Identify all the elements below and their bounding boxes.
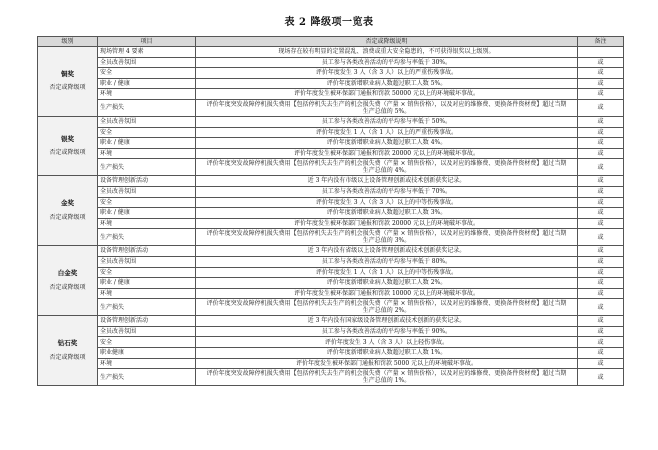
description-cell: 评价年度发生 3 人（含 3 人）以上的严重伤残事故。 [196, 68, 578, 79]
note-cell: 或 [578, 138, 624, 149]
item-cell: 安全 [98, 127, 196, 138]
note-cell: 或 [578, 159, 624, 176]
level-cell [38, 116, 98, 175]
item-cell: 全员改善氛围 [98, 116, 196, 127]
description-cell: 近 3 年内没有国家级设备管理创新或技术创新的获奖记录。 [196, 316, 578, 327]
note-cell: 或 [578, 348, 624, 359]
level-subtitle: 否定或降级项 [49, 353, 86, 361]
table-row [38, 159, 624, 176]
description-cell: 评价年度突发故障停机损失费用【包括停机失去生产的机会损失费（产量 × 销售价格），以及对应的维修费、更换备件资材费】超过当期生产总值的 2%。 [196, 299, 578, 316]
header-item: 项目 [98, 37, 196, 47]
item-cell: 全员改善氛围 [98, 57, 196, 68]
note-cell: 或 [578, 68, 624, 79]
description-cell: 现场存在较有明显的定置混乱、浪费或重大安全隐患的，不可获得银奖以上级别。 [196, 47, 578, 58]
description-cell: 评价年度突发故障停机损失费用【包括停机失去生产的机会损失费（产量 × 销售价格），以及对应的维修费、更换备件资材费】超过当期生产总值的 1%。 [196, 369, 578, 386]
table-row [38, 89, 624, 100]
note-cell: 或 [578, 326, 624, 337]
note-cell: 或 [578, 127, 624, 138]
description-cell: 评价年度新增职业病人数超过职工人数 2%。 [196, 278, 578, 289]
description-cell: 评价年度发生被环保部门通报和罚款 20000 元以上的环境破坏事故。 [196, 148, 578, 159]
table-row [38, 47, 624, 58]
table-row [38, 358, 624, 369]
item-cell: 设备管理创新活动 [98, 176, 196, 187]
table-row [38, 326, 624, 337]
item-cell: 职业健康 [98, 348, 196, 359]
note-cell: 或 [578, 278, 624, 289]
table-row [38, 127, 624, 138]
description-cell: 评价年度突发故障停机损失费用【包括停机失去生产的机会损失费（产量 × 销售价格），以及对应的维修费、更换备件资材费】超过当期生产总值的 4%。 [196, 159, 578, 176]
table-row [38, 267, 624, 278]
note-cell: 或 [578, 89, 624, 100]
description-cell: 评价年度发生 1 人（含 1 人）以上的严重伤残事故。 [196, 127, 578, 138]
item-cell: 全员改善氛围 [98, 256, 196, 267]
item-cell: 全员改善氛围 [98, 326, 196, 337]
header-note: 备注 [578, 37, 624, 47]
item-cell: 安全 [98, 68, 196, 79]
note-cell: 或 [578, 369, 624, 386]
level-name: 白金奖 [57, 269, 78, 278]
description-cell: 评价年度新增职业病人数超过职工人数 3%。 [196, 208, 578, 219]
description-cell: 评价年度发生被环保部门通报和罚款 5000 元以上的环境破坏事故。 [196, 358, 578, 369]
description-cell: 近 3 年内没有市级以上设备管理创新或技术创新获奖记录。 [196, 176, 578, 187]
item-cell: 职业 / 健康 [98, 278, 196, 289]
note-cell: 或 [578, 99, 624, 116]
table-row [38, 186, 624, 197]
note-cell: 或 [578, 267, 624, 278]
item-cell: 生产损失 [98, 299, 196, 316]
table-row [38, 246, 624, 257]
description-cell: 近 3 年内没有省级以上设备管理创新或技术创新获奖记录。 [196, 246, 578, 257]
table-row [38, 369, 624, 386]
note-cell: 或 [578, 256, 624, 267]
description-cell: 员工参与各类改善活动的平均参与率低于 90%。 [196, 326, 578, 337]
item-cell: 生产损失 [98, 229, 196, 246]
note-cell: 或 [578, 316, 624, 327]
level-cell [38, 176, 98, 246]
description-cell: 评价年度发生被环保部门通报和罚款 50000 元以上的环境破坏事故。 [196, 89, 578, 100]
description-cell: 评价年度突发故障停机损失费用【包括停机失去生产的机会损失费（产量 × 销售价格），以及对应的维修费、更换备件资材费】超过当期生产总值的 5%。 [196, 99, 578, 116]
item-cell: 职业 / 健康 [98, 138, 196, 149]
table-row [38, 148, 624, 159]
description-cell: 评价年度发生 1 人（含 1 人）以上的中等伤残事故。 [196, 267, 578, 278]
note-cell: 或 [578, 218, 624, 229]
item-cell: 生产损失 [98, 369, 196, 386]
table-row [38, 288, 624, 299]
table-row [38, 138, 624, 149]
level-subtitle: 否定或降级项 [49, 283, 86, 291]
item-cell: 职业 / 健康 [98, 78, 196, 89]
note-cell: 或 [578, 148, 624, 159]
note-cell: 或 [578, 197, 624, 208]
item-cell: 现场管理 4 要素 [98, 47, 196, 58]
table-title: 表 2 降级项一览表 [284, 17, 374, 28]
table-body [38, 47, 624, 386]
note-cell: 或 [578, 246, 624, 257]
description-cell: 员工参与各类改善活动的平均参与率低于 80%。 [196, 256, 578, 267]
item-cell: 环境 [98, 89, 196, 100]
note-cell: 或 [578, 186, 624, 197]
table-row [38, 316, 624, 327]
level-cell [38, 246, 98, 316]
table-row [38, 256, 624, 267]
level-cell [38, 47, 98, 117]
description-cell: 员工参与各类改善活动的平均参与率低于 70%。 [196, 186, 578, 197]
note-cell: 或 [578, 358, 624, 369]
note-cell: 或 [578, 176, 624, 187]
table-row [38, 229, 624, 246]
description-cell: 评价年度新增职业病人数超过职工人数 5%。 [196, 78, 578, 89]
header-description: 否定或降级说明 [196, 37, 578, 47]
table-row [38, 99, 624, 116]
downgrade-table [37, 36, 624, 386]
item-cell: 全员改善氛围 [98, 186, 196, 197]
description-cell: 评价年度新增职业病人数超过职工人数 1%。 [196, 348, 578, 359]
table-row [38, 116, 624, 127]
table-row [38, 218, 624, 229]
table-row [38, 197, 624, 208]
note-cell: 或 [578, 116, 624, 127]
header-level: 级别 [38, 37, 98, 47]
item-cell: 职业 / 健康 [98, 208, 196, 219]
table-row [38, 57, 624, 68]
note-cell: 或 [578, 337, 624, 348]
description-cell: 评价年度发生 3 人（含 3 人）以上的中等伤残事故。 [196, 197, 578, 208]
note-cell: 或 [578, 78, 624, 89]
level-name: 钻石奖 [57, 339, 78, 348]
item-cell: 环境 [98, 148, 196, 159]
description-cell: 评价年度新增职业病人数超过职工人数 4%。 [196, 138, 578, 149]
level-subtitle: 否定或降级项 [49, 213, 86, 221]
item-cell: 环境 [98, 358, 196, 369]
note-cell: 或 [578, 299, 624, 316]
item-cell: 设备管理创新活动 [98, 246, 196, 257]
item-cell: 生产损失 [98, 159, 196, 176]
note-cell: 或 [578, 208, 624, 219]
item-cell: 环境 [98, 288, 196, 299]
description-cell: 员工参与各类改善活动的平均参与率低于 30%。 [196, 57, 578, 68]
item-cell: 生产损失 [98, 99, 196, 116]
level-subtitle: 否定或降级项 [49, 149, 86, 157]
description-cell: 评价年度发生被环保部门通报和罚款 10000 元以上的环境破坏事故。 [196, 288, 578, 299]
table-row [38, 278, 624, 289]
table-row [38, 348, 624, 359]
header-row [38, 37, 624, 47]
item-cell: 环境 [98, 218, 196, 229]
level-name: 铜奖 [61, 69, 74, 78]
note-cell: 或 [578, 229, 624, 246]
level-name: 银奖 [61, 134, 74, 143]
description-cell: 评价年度发生被环保部门通报和罚款 20000 元以上的环境破坏事故。 [196, 218, 578, 229]
note-cell [578, 47, 624, 58]
description-cell: 评价年度发生 3 人（含 3 人）以上轻伤事故。 [196, 337, 578, 348]
item-cell: 设备管理创新活动 [98, 316, 196, 327]
table-row [38, 337, 624, 348]
description-cell: 评价年度突发故障停机损失费用【包括停机失去生产的机会损失费（产量 × 销售价格），以及对应的维修费、更换备件资材费】超过当期生产总值的 3%。 [196, 229, 578, 246]
item-cell: 安全 [98, 197, 196, 208]
note-cell: 或 [578, 288, 624, 299]
item-cell: 安全 [98, 267, 196, 278]
level-cell [38, 316, 98, 386]
table-row [38, 68, 624, 79]
table-row [38, 78, 624, 89]
item-cell: 安全 [98, 337, 196, 348]
table-row [38, 208, 624, 219]
note-cell: 或 [578, 57, 624, 68]
description-cell: 员工参与各类改善活动的平均参与率低于 50%。 [196, 116, 578, 127]
table-row [38, 176, 624, 187]
level-subtitle: 否定或降级项 [49, 84, 86, 92]
table-row [38, 299, 624, 316]
level-name: 金奖 [61, 199, 74, 208]
